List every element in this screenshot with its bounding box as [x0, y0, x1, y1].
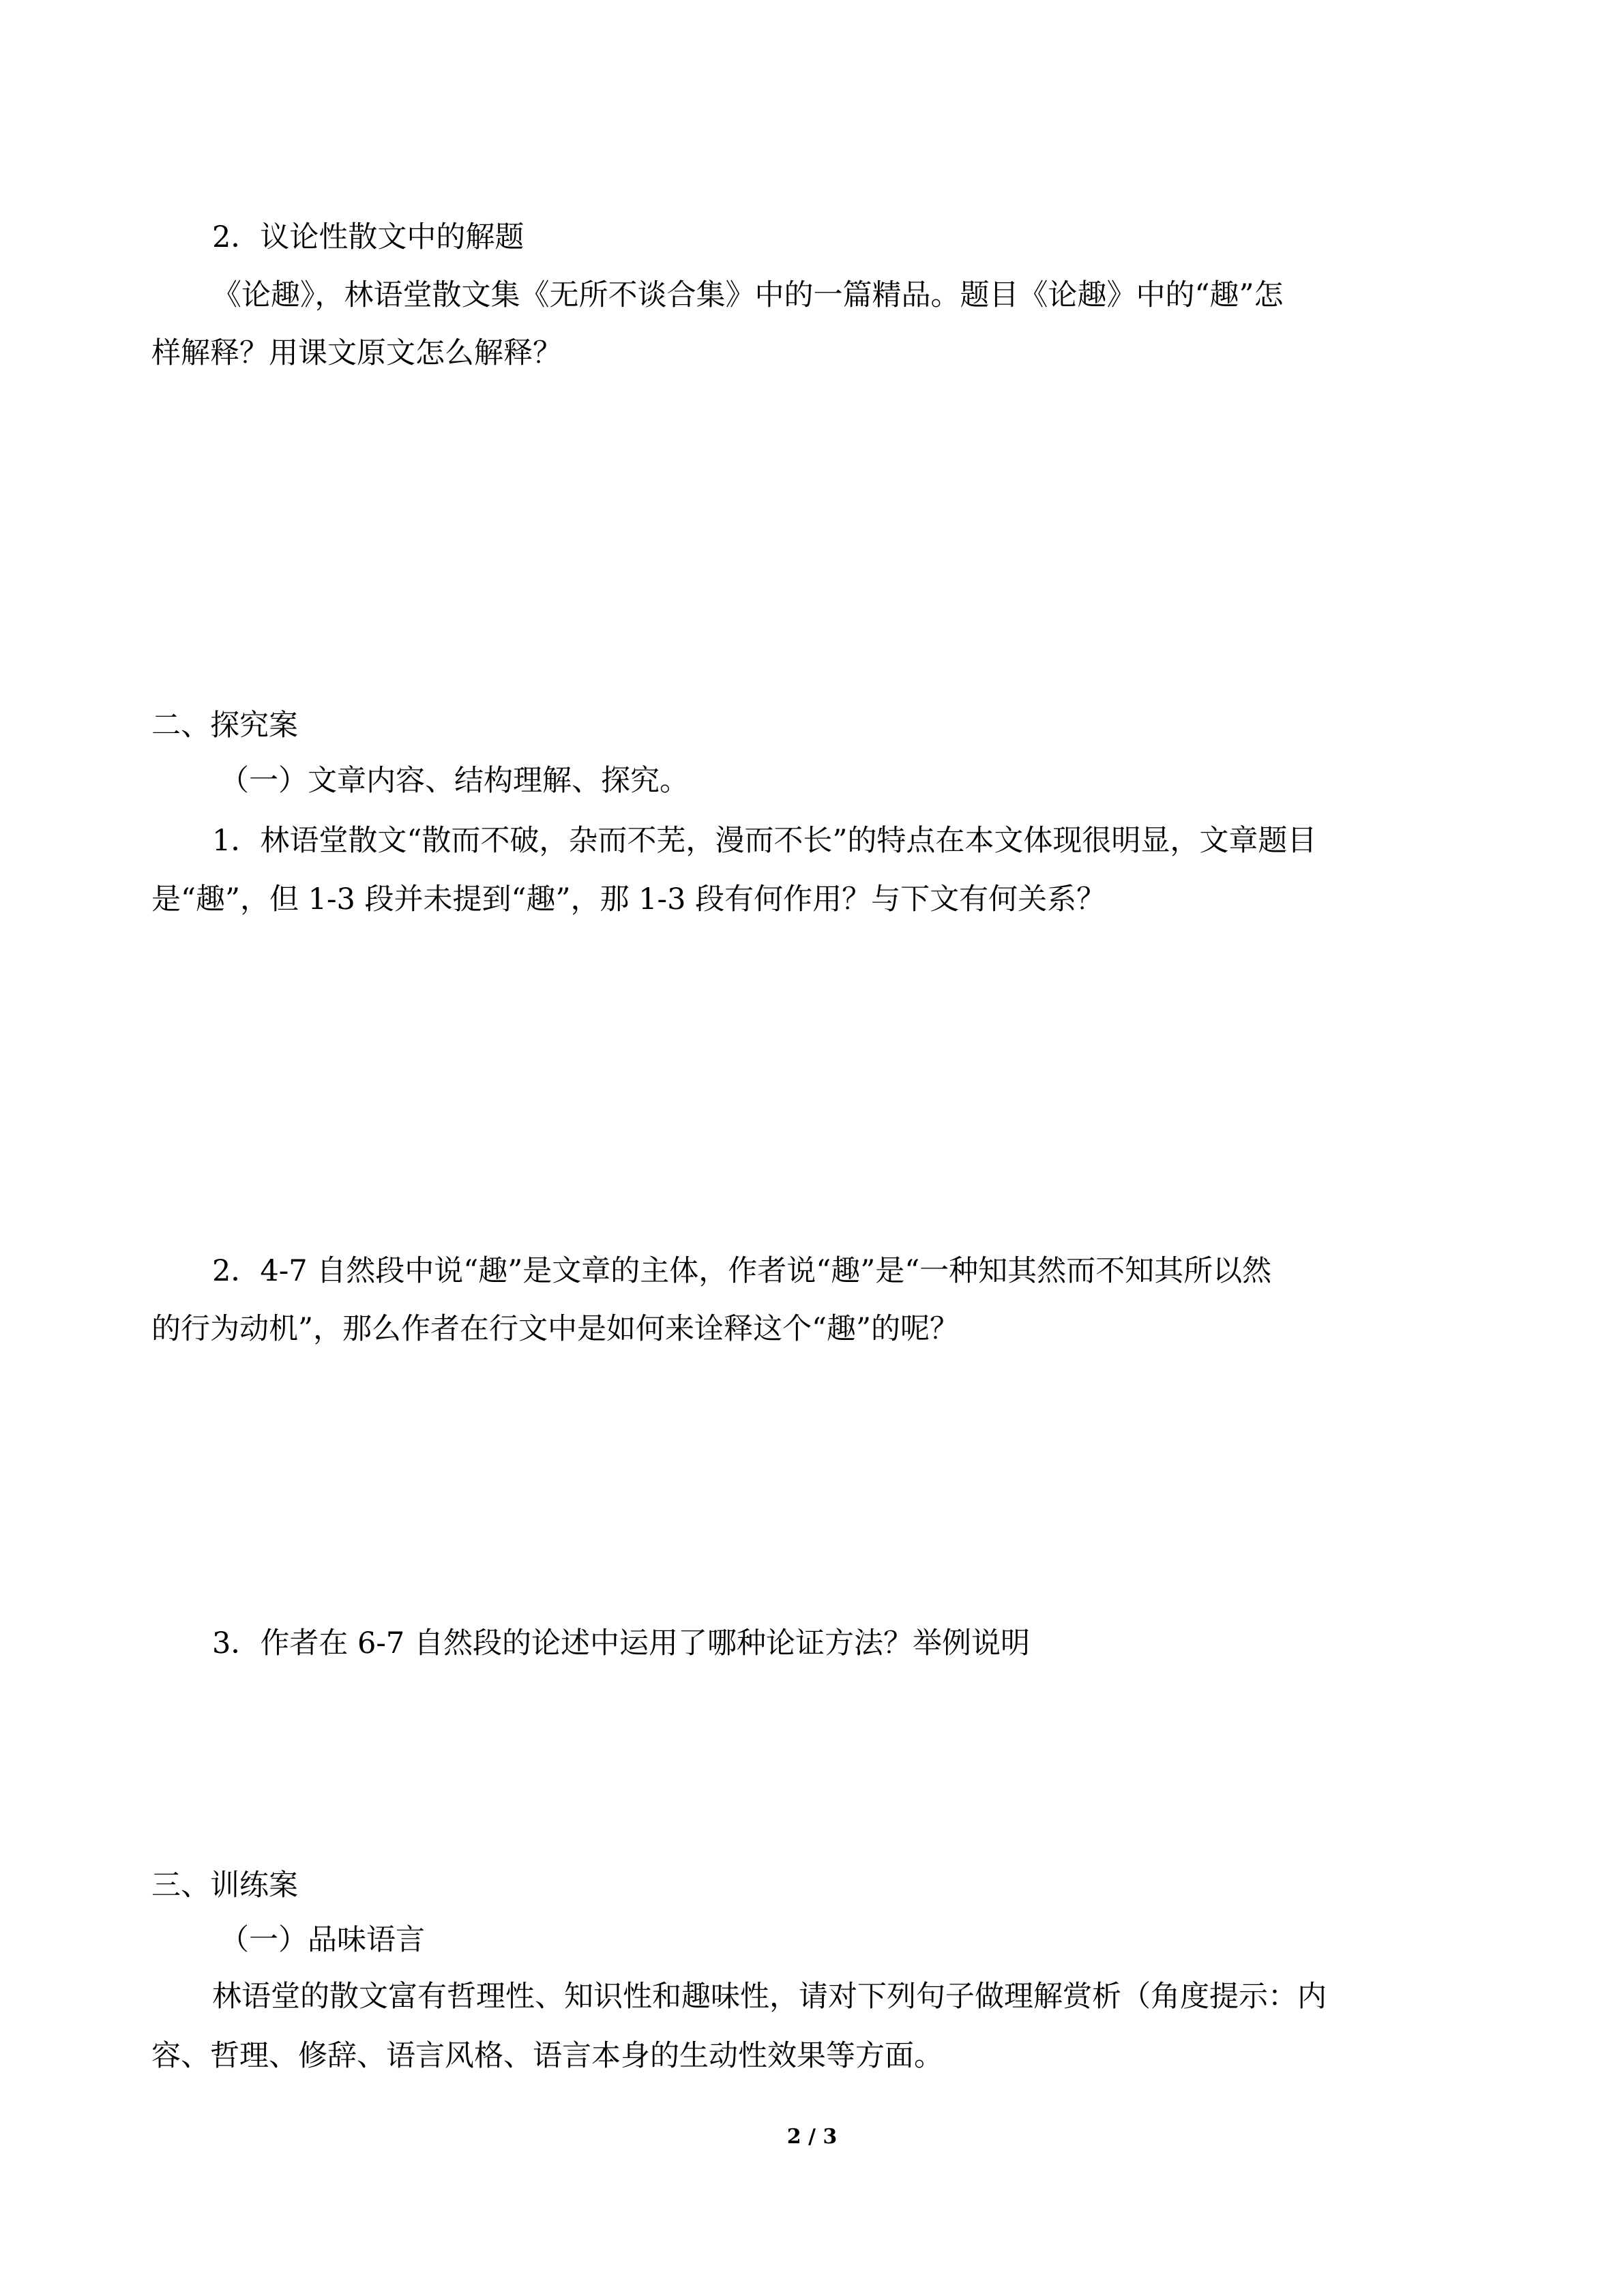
paragraph-line: 容、哲理、修辞、语言风格、语言本身的生动性效果等方面。 [151, 2039, 943, 2073]
page-number: 2 / 3 [786, 2125, 838, 2149]
section-heading-training: 三、训练案 [151, 1868, 298, 1903]
section-2-heading: 2．议论性散文中的解题 [212, 220, 525, 254]
question-1-line: 是“趣”，但 1-3 段并未提到“趣”，那 1-3 段有何作用？与下文有何关系？ [151, 882, 1106, 916]
subsection-heading: （一）文章内容、结构理解、探究。 [220, 764, 689, 798]
question-3-line: 3．作者在 6-7 自然段的论述中运用了哪种论证方法？举例说明 [212, 1626, 1030, 1660]
paragraph-line: 样解释？用课文原文怎么解释？ [151, 336, 562, 370]
paragraph-line: 《论趣》，林语堂散文集《无所不谈合集》中的一篇精品。题目《论趣》中的“趣”怎 [212, 278, 1284, 312]
question-2-line: 2．4-7 自然段中说“趣”是文章的主体，作者说“趣”是“一种知其然而不知其所以然 [212, 1254, 1272, 1288]
paragraph-line: 林语堂的散文富有哲理性、知识性和趣味性，请对下列句子做理解赏析（角度提示：内 [212, 1980, 1327, 2014]
question-1-line: 1．林语堂散文“散而不破，杂而不芜，漫而不长”的特点在本文体现很明显，文章题目 [212, 824, 1317, 858]
question-2-line: 的行为动机”，那么作者在行文中是如何来诠释这个“趣”的呢？ [151, 1312, 959, 1346]
subsection-heading: （一）品味语言 [220, 1923, 425, 1957]
section-heading-explore: 二、探究案 [151, 709, 298, 743]
